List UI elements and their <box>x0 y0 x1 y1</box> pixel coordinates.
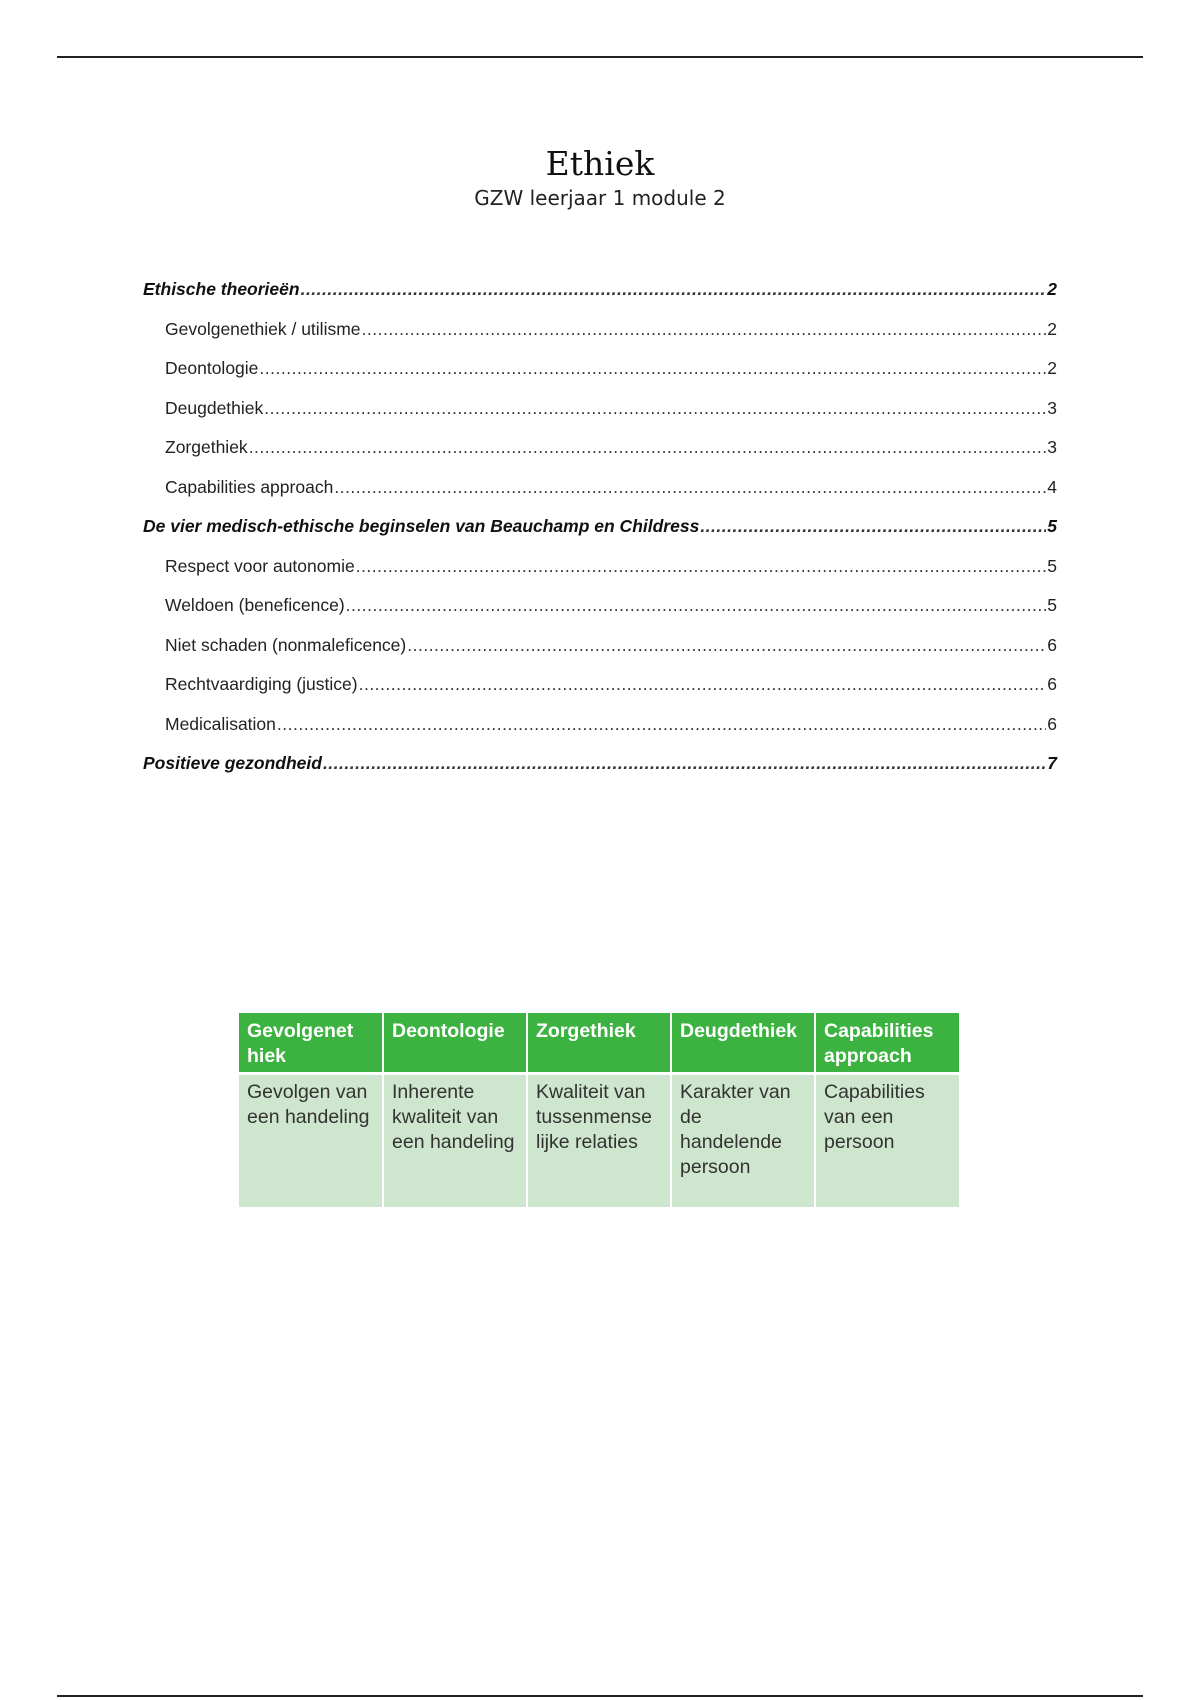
table-header-cell: Zorgethiek <box>527 1013 671 1074</box>
toc-dot-leader <box>323 750 1046 776</box>
toc-page-number: 2 <box>1047 319 1057 339</box>
toc-dot-leader <box>259 355 1046 381</box>
toc-entry-rechtvaardiging[interactable] <box>143 671 1057 697</box>
toc-dot-leader <box>264 395 1046 421</box>
toc-page-number: 4 <box>1047 477 1057 497</box>
table-cell: Capabilities van een persoon <box>815 1074 959 1207</box>
toc-entry-label: Gevolgenethiek / utilisme <box>165 319 361 339</box>
document-title: Ethiek <box>545 144 655 183</box>
toc-page-number: 6 <box>1047 635 1057 655</box>
toc-entry-gevolgenethiek[interactable] <box>143 316 1057 342</box>
toc-entry-medicalisation[interactable] <box>143 711 1057 737</box>
toc-page-number: 3 <box>1047 398 1057 418</box>
toc-entry-label: Ethische theorieën <box>143 279 300 299</box>
toc-page-number: 7 <box>1047 753 1057 773</box>
table-cell: Inherente kwaliteit van een handeling <box>383 1074 527 1207</box>
toc-page-number: 2 <box>1047 279 1057 299</box>
toc-dot-leader <box>407 632 1046 658</box>
toc-entry-label: Weldoen (beneficence) <box>165 595 345 615</box>
table-cell: Gevolgen van een handeling <box>239 1074 383 1207</box>
toc-dot-leader <box>362 316 1047 342</box>
toc-entry-zorgethiek[interactable] <box>143 434 1057 460</box>
toc-page-number: 6 <box>1047 674 1057 694</box>
toc-page-number: 5 <box>1047 516 1057 536</box>
toc-entry-niet-schaden[interactable] <box>143 632 1057 658</box>
toc-entry-deugdethiek[interactable] <box>143 395 1057 421</box>
table-row <box>239 1074 959 1207</box>
table-header-row <box>239 1013 959 1074</box>
ethics-theories-table <box>239 1013 959 1207</box>
toc-page-number: 5 <box>1047 595 1057 615</box>
table-cell: Kwaliteit van tussenmense lijke relaties <box>527 1074 671 1207</box>
toc-entry-label: Capabilities approach <box>165 477 334 497</box>
toc-dot-leader <box>700 513 1046 539</box>
toc-dot-leader <box>301 276 1047 302</box>
toc-entry-label: Niet schaden (nonmaleficence) <box>165 635 407 655</box>
toc-page-number: 6 <box>1047 714 1057 734</box>
table-cell: Karakter van de handelende persoon <box>671 1074 815 1207</box>
toc-entry-weldoen[interactable] <box>143 592 1057 618</box>
toc-dot-leader <box>346 592 1047 618</box>
toc-dot-leader <box>359 671 1047 697</box>
toc-entry-label: Zorgethiek <box>165 437 248 457</box>
document-subtitle: GZW leerjaar 1 module 2 <box>474 186 726 210</box>
toc-entry-ethische-theorieen[interactable] <box>143 276 1057 302</box>
toc-dot-leader <box>277 711 1046 737</box>
toc-entry-deontologie[interactable] <box>143 355 1057 381</box>
toc-entry-vier-beginselen[interactable] <box>143 513 1057 539</box>
toc-page-number: 5 <box>1047 556 1057 576</box>
toc-entry-label: De vier medisch-ethische beginselen van Beauchamp en Childress <box>143 516 700 536</box>
table-header-cell: Deugdethiek <box>671 1013 815 1074</box>
toc-entry-label: Medicalisation <box>165 714 276 734</box>
toc-entry-capabilities-approach[interactable] <box>143 474 1057 500</box>
toc-dot-leader <box>249 434 1047 460</box>
table-header-cell: Deontologie <box>383 1013 527 1074</box>
toc-dot-leader <box>334 474 1046 500</box>
toc-entry-respect-voor-autonomie[interactable] <box>143 553 1057 579</box>
toc-dot-leader <box>356 553 1047 579</box>
toc-entry-label: Rechtvaardiging (justice) <box>165 674 358 694</box>
table-header-cell: Gevolgenet hiek <box>239 1013 383 1074</box>
toc-entry-positieve-gezondheid[interactable] <box>143 750 1057 776</box>
toc-page-number: 2 <box>1047 358 1057 378</box>
toc-entry-label: Positieve gezondheid <box>143 753 322 773</box>
toc-entry-label: Respect voor autonomie <box>165 556 355 576</box>
top-rule <box>57 56 1143 58</box>
table-header-cell: Capabilities approach <box>815 1013 959 1074</box>
toc-page-number: 3 <box>1047 437 1057 457</box>
bottom-rule <box>57 1695 1143 1697</box>
toc-entry-label: Deontologie <box>165 358 259 378</box>
toc-entry-label: Deugdethiek <box>165 398 264 418</box>
